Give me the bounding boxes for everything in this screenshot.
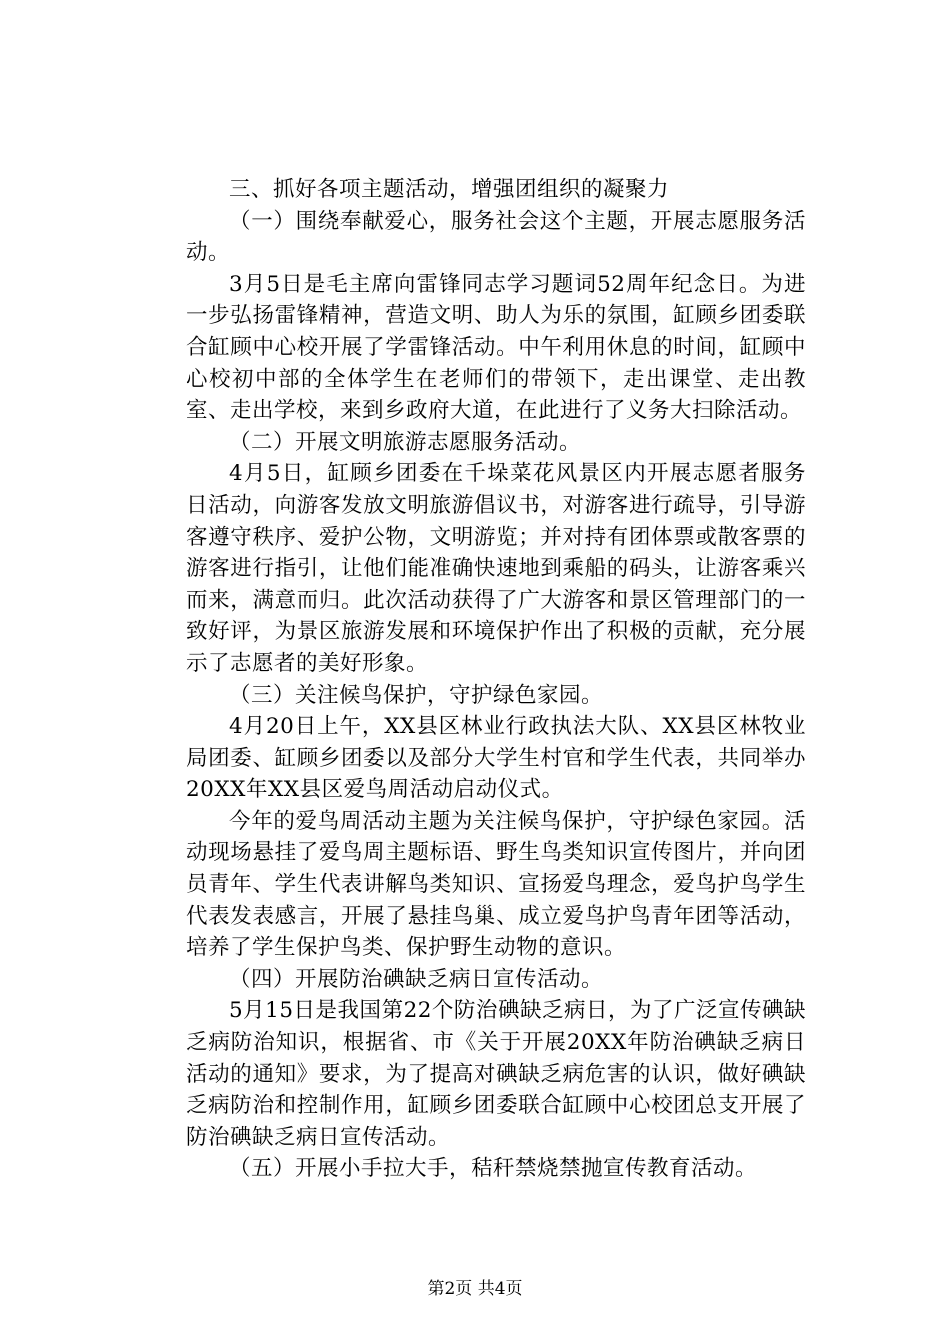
document-body <box>186 174 806 1185</box>
body-paragraph: 今年的爱鸟周活动主题为关注候鸟保护，守护绿色家园。活动现场悬挂了爱鸟周主题标语、野生鸟类知识宣传图片，并向团员青年、学生代表讲解鸟类知识、宣扬爱鸟理念，爱鸟护鸟学生代表发表感言，开展了悬挂鸟巢、成立爱鸟护鸟青年团等活动，培养了学生保护鸟类、保护野生动物的意识。 <box>186 808 806 961</box>
section-heading: 三、抓好各项主题活动，增强团组织的凝聚力 <box>229 177 670 202</box>
subsection-heading: （五）开展小手拉大手，秸秆禁烧禁抛宣传教育活动。 <box>229 1156 758 1182</box>
body-paragraph: 4月20日上午，XX县区林业行政执法大队、XX县区林牧业局团委、缸顾乡团委以及部分大学生村官和学生代表，共同举办20XX年XX县区爱鸟周活动启动仪式。 <box>186 714 806 803</box>
subsection-heading: （三）关注候鸟保护，守护绿色家园。 <box>229 682 604 708</box>
subsection-heading: （二）开展文明旅游志愿服务活动。 <box>229 429 582 455</box>
subsection-heading: （四）开展防治碘缺乏病日宣传活动。 <box>229 966 604 992</box>
subsection-heading: （一）围绕奉献爱心，服务社会这个主题，开展志愿服务活动。 <box>186 208 806 266</box>
page-footer: 第2页 共4页 <box>427 1279 523 1299</box>
body-paragraph: 4月5日，缸顾乡团委在千垛菜花风景区内开展志愿者服务日活动，向游客发放文明旅游倡议书，对游客进行疏导，引导游客遵守秩序、爱护公物，文明游览；并对持有团体票或散客票的游客进行指引，让他们能准确快速地到乘船的码头，让游客乘兴而来，满意而归。此次活动获得了广大游客和景区管理部门的一致好评，为景区旅游发展和环境保护作出了积极的贡献，充分展示了志愿者的美好形象。 <box>186 461 806 676</box>
body-paragraph: 5月15日是我国第22个防治碘缺乏病日，为了广泛宣传碘缺乏病防治知识，根据省、市《关于开展20XX年防治碘缺乏病日活动的通知》要求，为了提高对碘缺乏病危害的认识，做好碘缺乏病防治和控制作用，缸顾乡团委联合缸顾中心校团总支开展了防治碘缺乏病日宣传活动。 <box>186 998 806 1150</box>
body-paragraph: 3月5日是毛主席向雷锋同志学习题词52周年纪念日。为进一步弘扬雷锋精神，营造文明、助人为乐的氛围，缸顾乡团委联合缸顾中心校开展了学雷锋活动。中午利用休息的时间，缸顾中心校初中部的全体学生在老师们的带领下，走出课堂、走出教室、走出学校，来到乡政府大道，在此进行了义务大扫除活动。 <box>186 271 806 424</box>
